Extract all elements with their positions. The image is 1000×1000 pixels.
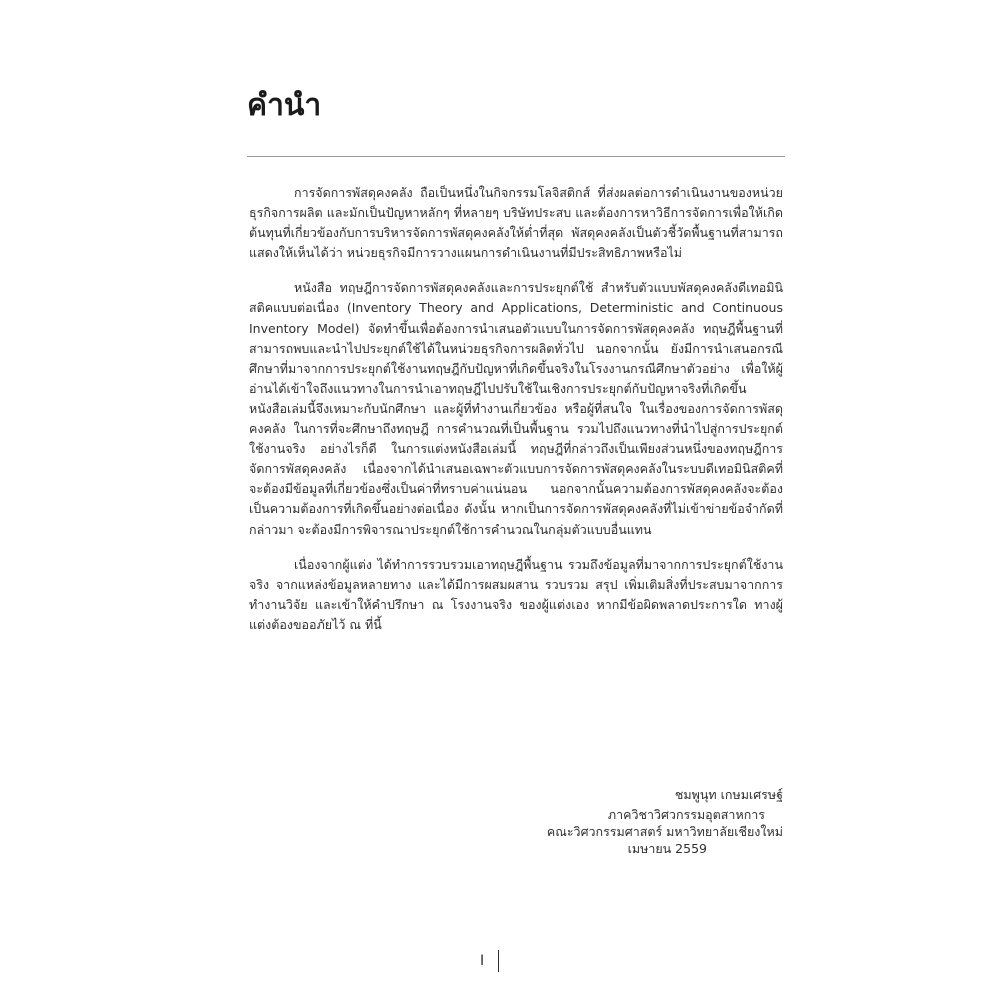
page-title: คำนำ	[247, 88, 322, 123]
author-name: ชมพูนุท เกษมเศรษฐ์	[674, 787, 783, 802]
signature-block	[500, 786, 783, 857]
page-number: I	[480, 953, 485, 969]
preface-body	[249, 183, 783, 650]
author-department: ภาควิชาวิศวกรรมอุตสาหการ	[607, 807, 765, 822]
page-number-divider	[498, 950, 499, 972]
paragraph: การจัดการพัสดุคงคลัง ถือเป็นหนึ่งในกิจกรรมโลจิสติกส์ ที่ส่งผลต่อการดำเนินงานของหน่วยธุรกิจการผลิต และมักเป็นปัญหาหลักๆ ที่หลายๆ บริษัทประสบ และต้องการหาวิธีการจัดการเพื่อให้เกิดต้นทุนที่เกี่ยวข้องกับการบริหารจัดการพัสดุคงคลังให้ต่ำที่สุด พัสดุคงคลังเป็นตัวชี้วัดพื้นฐานที่สามารถแสดงให้เห็นได้ว่า หน่วยธุรกิจมีการวางแผนการดำเนินงานที่มีประสิทธิภาพหรือไม่	[249, 185, 783, 261]
paragraph: เนื่องจากผู้แต่ง ได้ทำการรวบรวมเอาทฤษฎีพื้นฐาน รวมถึงข้อมูลที่มาจากการประยุกต์ใช้งานจริง จากแหล่งข้อมูลหลายทาง และได้มีการผสมผสาน รวบรวม สรุป เพิ่มเติมสิ่งที่ประสบมาจากการทำงานวิจัย และเข้าให้คำปรึกษา ณ โรงงานจริง ของผู้แต่งเอง หากมีข้อผิดพลาดประการใด ทางผู้แต่งต้องขออภัยไว้ ณ ที่นี้	[249, 556, 783, 632]
author-faculty: คณะวิศวกรรมศาสตร์ มหาวิทยาลัยเชียงใหม่	[546, 824, 783, 839]
paragraph: หนังสือ ทฤษฎีการจัดการพัสดุคงคลังและการประยุกต์ใช้ สำหรับตัวแบบพัสดุคงคลังดีเทอมินิสติคแบบต่อเนื่อง (Inventory Theory and Applications, Deterministic and Continuous Inventory Model) จัดทำขึ้นเพื่อต้องการนำเสนอตัวแบบในการจัดการพัสดุคงคลัง ทฤษฎีพื้นฐานที่สามารถพบและนำไปประยุกต์ใช้ได้ในหน่วยธุรกิจการผลิตทั่วไป นอกจากนั้น ยังมีการนำเสนอกรณีศึกษาที่มาจากการประยุกต์ใช้งานทฤษฎีกับปัญหาที่เกิดขึ้นจริงในโรงงานกรณีศึกษาตัวอย่าง เพื่อให้ผู้อ่านได้เข้าใจถึงแนวทางในการนำเอาทฤษฎีไปปรับใช้ในเชิงการประยุกต์กับปัญหาจริงที่เกิดขึ้น หนังสือเล่มนี้จึงเหมาะกับนักศึกษา และผู้ที่ทำงานเกี่ยวข้อง หรือผู้ที่สนใจ ในเรื่องของการจัดการพัสดุคงคลัง ในการที่จะศึกษาถึงทฤษฎี การคำนวณที่เป็นพื้นฐาน รวมไปถึงแนวทางที่นำไปสู่การประยุกต์ใช้งานจริง อย่างไรก็ดี ในการแต่งหนังสือเล่มนี้ ทฤษฎีที่กล่าวถึงเป็นเพียงส่วนหนึ่งของทฤษฎีการจัดการพัสดุคงคลัง เนื่องจากได้นำเสนอเฉพาะตัวแบบการจัดการพัสดุคงคลังในระบบดีเทอมินิสติคที่จะต้องมีข้อมูลที่เกี่ยวข้องซึ่งเป็นค่าที่ทราบค่าแน่นอน นอกจากนั้นความต้องการพัสดุคงคลังจะต้องเป็นความต้องการที่เกิดขึ้นอย่างต่อเนื่อง ดังนั้น หากเป็นการจัดการพัสดุคงคลังที่ไม่เข้าข่ายข้อจำกัดที่กล่าวมา จะต้องมีการพิจารณาประยุกต์ใช้การคำนวณในกลุ่มตัวแบบอื่นแทน	[249, 280, 783, 537]
title-divider	[247, 156, 785, 157]
signature-date: เมษายน 2559	[627, 841, 707, 856]
